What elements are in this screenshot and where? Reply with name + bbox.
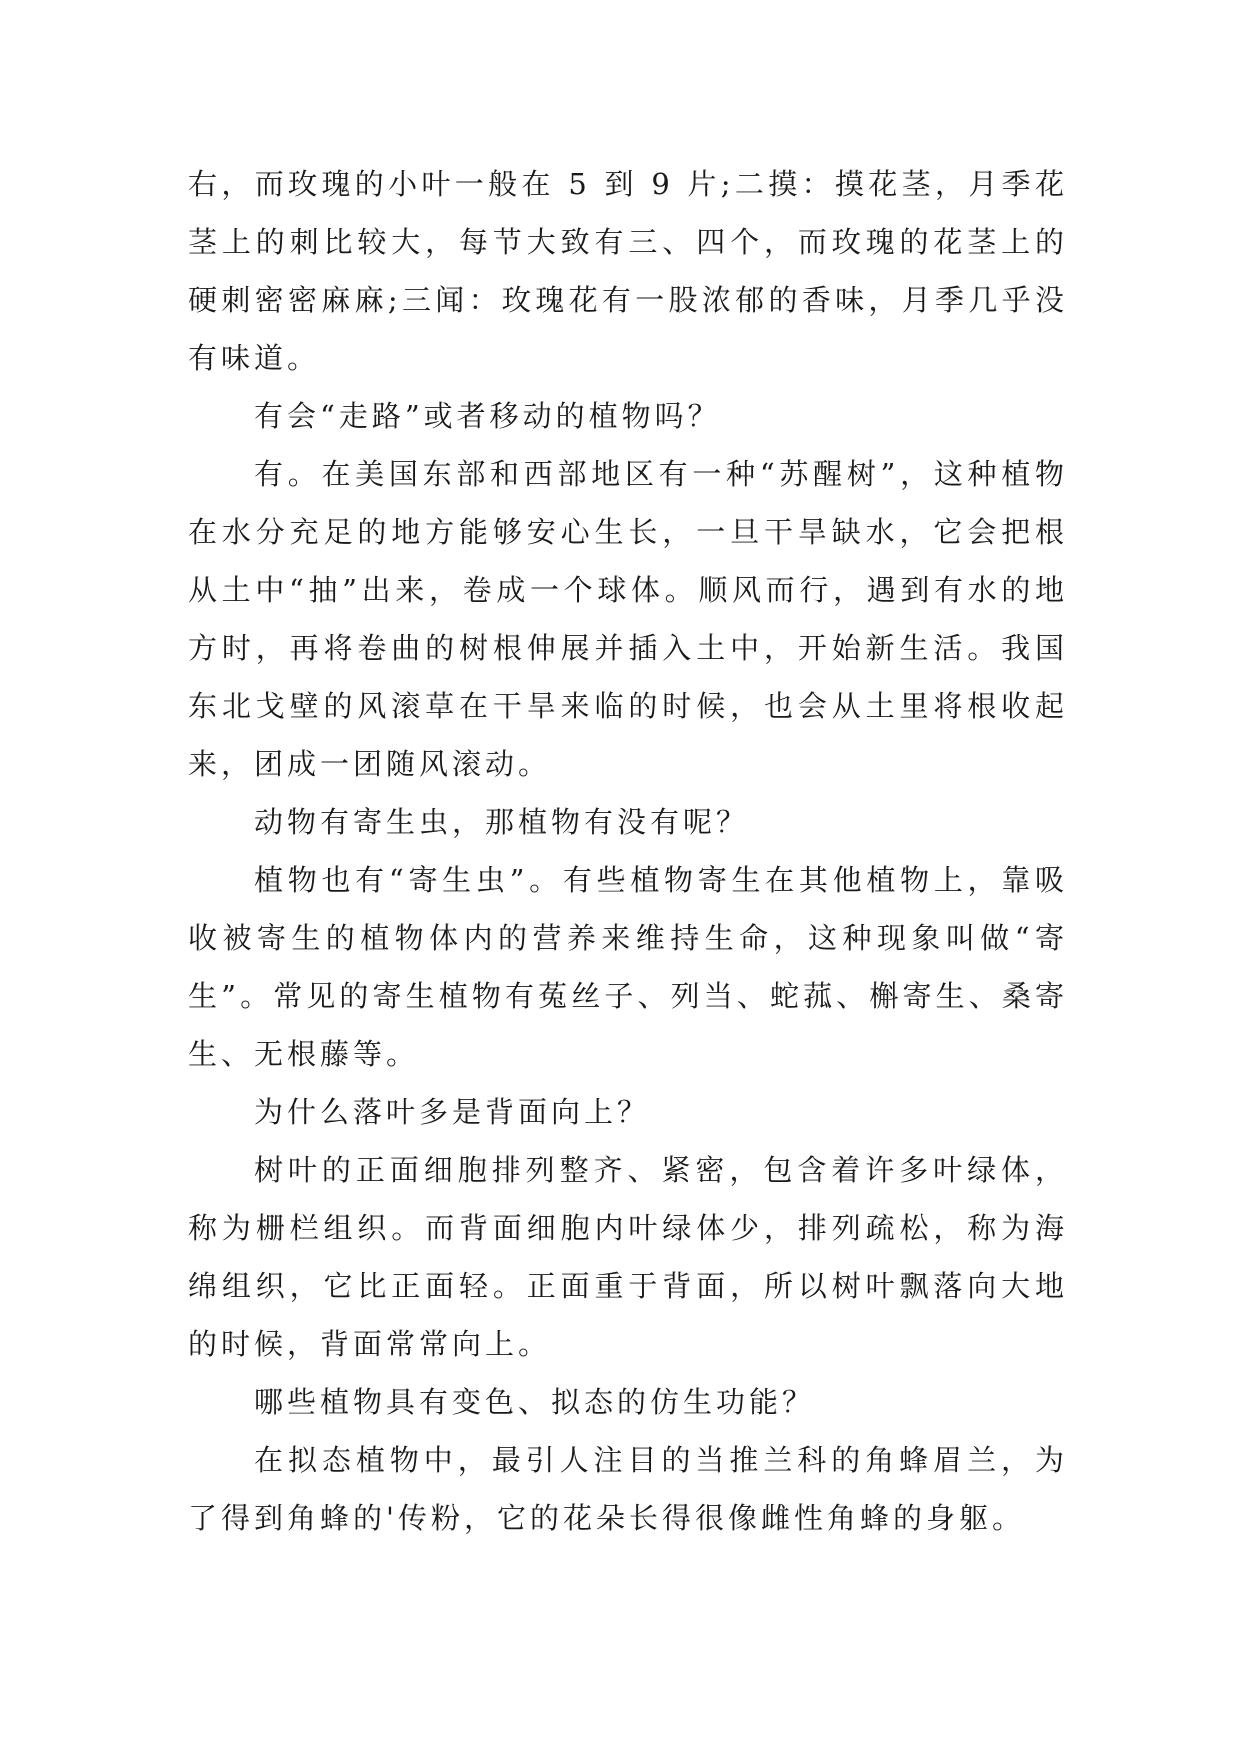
paragraph: 在拟态植物中，最引人注目的当推兰科的角蜂眉兰，为了得到角蜂的'传粉，它的花朵长得很像雌性角蜂的身躯。 [188, 1443, 1068, 1535]
question-heading: 有会“走路”或者移动的植物吗？ [254, 399, 721, 433]
paragraph: 植物也有“寄生虫”。有些植物寄生在其他植物上，靠吸收被寄生的植物体内的营养来维持生命，这种现象叫做“寄生”。常见的寄生植物有菟丝子、列当、蛇菰、槲寄生、桑寄生、无根藤等。 [188, 863, 1068, 1071]
body-text [188, 155, 1068, 1547]
paragraph: 有。在美国东部和西部地区有一种“苏醒树”，这种植物在水分充足的地方能够安心生长，一旦干旱缺水，它会把根从土中“抽”出来，卷成一个球体。顺风而行，遇到有水的地方时，再将卷曲的树根伸展并插入土中，开始新生活。我国东北戈壁的风滚草在干旱来临的时候，也会从土里将根收起来，团成一团随风滚动。 [188, 457, 1068, 781]
paragraph: 右，而玫瑰的小叶一般在 5 到 9 片;二摸：摸花茎，月季花茎上的刺比较大，每节大致有三、四个，而玫瑰的花茎上的硬刺密密麻麻;三闻：玫瑰花有一股浓郁的香味，月季几乎没有味道。 [188, 167, 1068, 375]
paragraph: 树叶的正面细胞排列整齐、紧密，包含着许多叶绿体，称为栅栏组织。而背面细胞内叶绿体少，排列疏松，称为海绵组织，它比正面轻。正面重于背面，所以树叶飘落向大地的时候，背面常常向上。 [188, 1153, 1068, 1361]
question-heading: 哪些植物具有变色、拟态的仿生功能？ [254, 1385, 816, 1419]
question-heading: 为什么落叶多是背面向上？ [254, 1095, 651, 1129]
question-heading: 动物有寄生虫，那植物有没有呢？ [254, 805, 750, 839]
